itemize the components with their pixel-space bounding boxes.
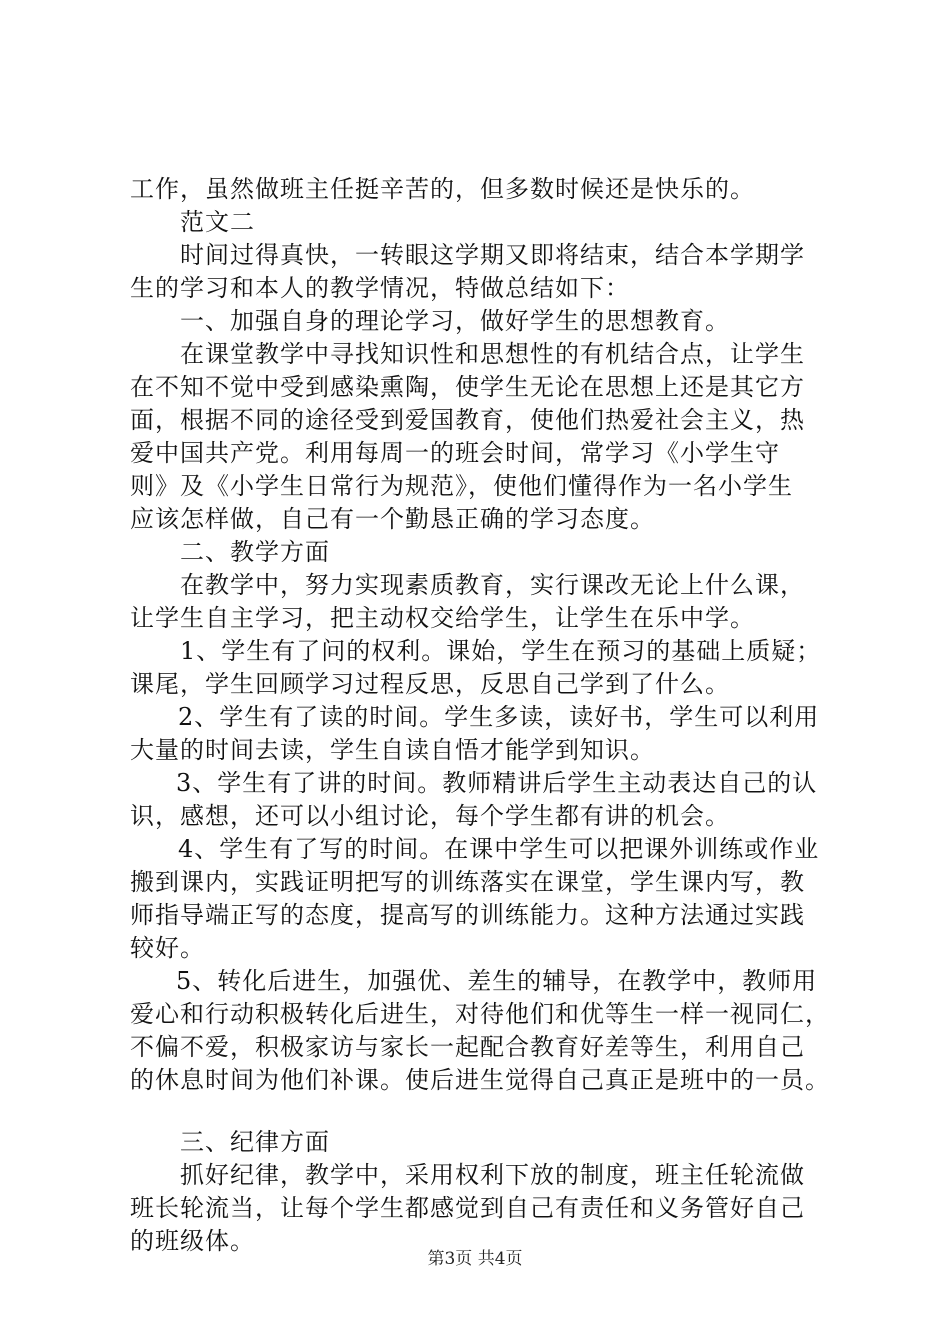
text-line: 让学生自主学习，把主动权交给学生，让学生在乐中学。	[130, 604, 755, 632]
text-line: 在教学中，努力实现素质教育，实行课改无论上什么课，	[180, 571, 805, 599]
text-line: 3、学生有了讲的时间。教师精讲后学生主动表达自己的认	[176, 769, 818, 797]
text-line: 大量的时间去读，学生自读自悟才能学到知识。	[130, 736, 655, 764]
text-line: 时间过得真快，一转眼这学期又即将结束，结合本学期学	[180, 241, 805, 269]
text-line: 2、学生有了读的时间。学生多读，读好书，学生可以利用	[178, 703, 820, 731]
text-line: 课尾，学生回顾学习过程反思，反思自己学到了什么。	[130, 670, 730, 698]
text-line: 班长轮流当，让每个学生都感觉到自己有责任和义务管好自己	[130, 1194, 805, 1222]
page-number-footer: 第3页 共4页	[427, 1249, 523, 1269]
section-heading: 三、纪律方面	[180, 1128, 330, 1156]
text-line: 面，根据不同的途径受到爱国教育，使他们热爱社会主义，热	[130, 406, 805, 434]
section-heading: 二、教学方面	[180, 538, 330, 566]
text-line: 爱心和行动积极转化后进生，对待他们和优等生一样一视同仁，	[130, 1000, 830, 1028]
text-line: 在不知不觉中受到感染熏陶，使学生无论在思想上还是其它方	[130, 373, 805, 401]
text-line: 4、学生有了写的时间。在课中学生可以把课外训练或作业	[178, 835, 820, 863]
text-line: 爱中国共产党。利用每周一的班会时间，常学习《小学生守	[130, 439, 780, 467]
text-line: 应该怎样做，自己有一个勤恳正确的学习态度。	[130, 505, 655, 533]
text-line: 1、学生有了问的权利。课始，学生在预习的基础上质疑；	[180, 637, 822, 665]
text-line: 的休息时间为他们补课。使后进生觉得自己真正是班中的一员。	[130, 1066, 830, 1094]
text-line: 5、转化后进生，加强优、差生的辅导，在教学中，教师用	[176, 967, 818, 995]
text-line: 搬到课内，实践证明把写的训练落实在课堂，学生课内写，教	[130, 868, 805, 896]
section-heading: 一、加强自身的理论学习，做好学生的思想教育。	[180, 307, 730, 335]
text-line: 生的学习和本人的教学情况，特做总结如下：	[130, 274, 630, 302]
text-line: 抓好纪律，教学中，采用权利下放的制度，班主任轮流做	[180, 1161, 805, 1189]
text-line: 工作，虽然做班主任挺辛苦的，但多数时候还是快乐的。	[130, 175, 755, 203]
text-line: 则》及《小学生日常行为规范》，使他们懂得作为一名小学生	[130, 472, 793, 500]
text-line: 在课堂教学中寻找知识性和思想性的有机结合点，让学生	[180, 340, 805, 368]
text-line: 不偏不爱，积极家访与家长一起配合教育好差等生，利用自己	[130, 1033, 805, 1061]
text-line: 较好。	[130, 934, 205, 962]
section-heading: 范文二	[180, 208, 255, 236]
text-line: 师指导端正写的态度，提高写的训练能力。这种方法通过实践	[130, 901, 805, 929]
text-line: 识，感想，还可以小组讨论，每个学生都有讲的机会。	[130, 802, 730, 830]
text-line: 的班级体。	[130, 1227, 255, 1255]
